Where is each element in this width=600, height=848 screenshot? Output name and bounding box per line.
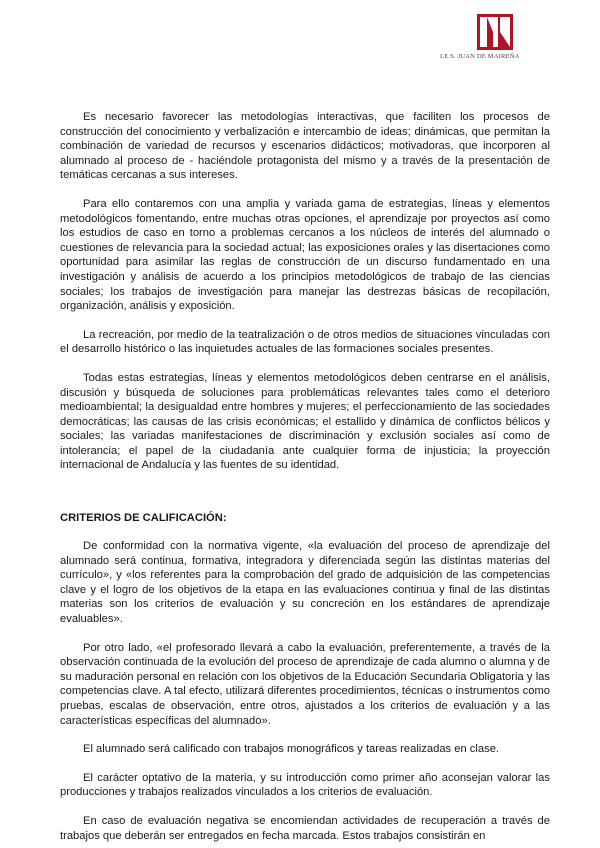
- school-name: I.E.S. JUAN DE MAIREÑA: [440, 53, 520, 60]
- document-body: [60, 110, 550, 843]
- paragraph: De conformidad con la normativa vigente, «la evaluación del proceso de aprendizaje del alumnado será continua, formativa, integradora y diferenciada según las distintas materias del currículo», y «los referentes para la comprobación del grado de adquisición de las competencias clave y el logro de los objetivos de la etapa en las evaluaciones continua y final de las distintas materias son los criterios de evaluación y su concreción en los estándares de aprendizaje evaluables».: [60, 540, 550, 626]
- section-heading: CRITERIOS DE CALIFICACIÓN:: [60, 512, 227, 525]
- paragraph: La recreación, por medio de la teatralización o de otros medios de situaciones vinculadas con el desarrollo histórico o las inquietudes actuales de las formaciones sociales presentes.: [60, 328, 550, 356]
- paragraph: Para ello contaremos con una amplia y variada gama de estrategias, líneas y elementos metodológicos fomentando, entre muchas otras opciones, el aprendizaje por proyectos así como los estudios de caso en torno a problemas cercanos a los núcleos de interés del alumnado o cuestiones de relevancia para la sociedad actual; las exposiciones orales y las disertaciones como oportunidad para asimilar las reglas de construcción de un discurso fundamentado en una investigación y análisis de acuerdo a los principios metodológicos de trabajo de las ciencias sociales; los trabajos de investigación para manejar las destrezas básicas de recopilación, organización, análisis y exposición.: [60, 197, 550, 313]
- paragraph: Todas estas estrategias, líneas y elementos metodológicos deben centrarse en el análisis, discusión y búsqueda de soluciones para problemáticas relevantes tales como el deterioro medioambiental; la desigualdad entre hombres y mujeres; el perfeccionamiento de las sociedades democráticas; las causas de las crisis económicas; el estallido y dinámica de conflictos bélicos y sociales; las variadas manifestaciones de discriminación y exclusión sociales así como de intolerancia; el papel de la ciudadanía ante cualquier forma de injusticia; la proyección internacional de Andalucía y las fuentes de su identidad.: [60, 371, 550, 472]
- paragraph: En caso de evaluación negativa se encomiendan actividades de recuperación a través de trabajos que deberán ser entregados en fecha marcada. Estos trabajos consistirán en: [60, 814, 550, 842]
- paragraph: Por otro lado, «el profesorado llevará a cabo la evaluación, preferentemente, a través de la observación continuada de la evolución del proceso de aprendizaje de cada alumno o alumna y de su maduración personal en relación con los objetivos de la Educación Secundaria Obligatoria y las competencias clave. A tal efecto, utilizará diferentes procedimientos, técnicas o instrumentos como pruebas, escalas de observación, entre otros, ajustados a los criterios de evaluación y a las características específicas del alumnado».: [60, 641, 550, 727]
- school-logo-icon: [477, 14, 513, 50]
- paragraph: El carácter optativo de la materia, y su introducción como primer año aconsejan valorar las producciones y trabajos realizados vinculados a los criterios de evaluación.: [60, 771, 550, 799]
- paragraph: Es necesario favorecer las metodologías interactivas, que faciliten los procesos de construcción del conocimiento y verbalización e intercambio de ideas; dinámicas, que permitan la combinación de variedad de recursos y escenarios didácticos; motivadoras, que incorporen al alumnado al proceso de - haciéndole protagonista del mismo y a través de la presentación de temáticas cercanas a sus intereses.: [60, 111, 550, 182]
- paragraph: El alumnado será calificado con trabajos monográficos y tareas realizadas en clase.: [83, 743, 500, 756]
